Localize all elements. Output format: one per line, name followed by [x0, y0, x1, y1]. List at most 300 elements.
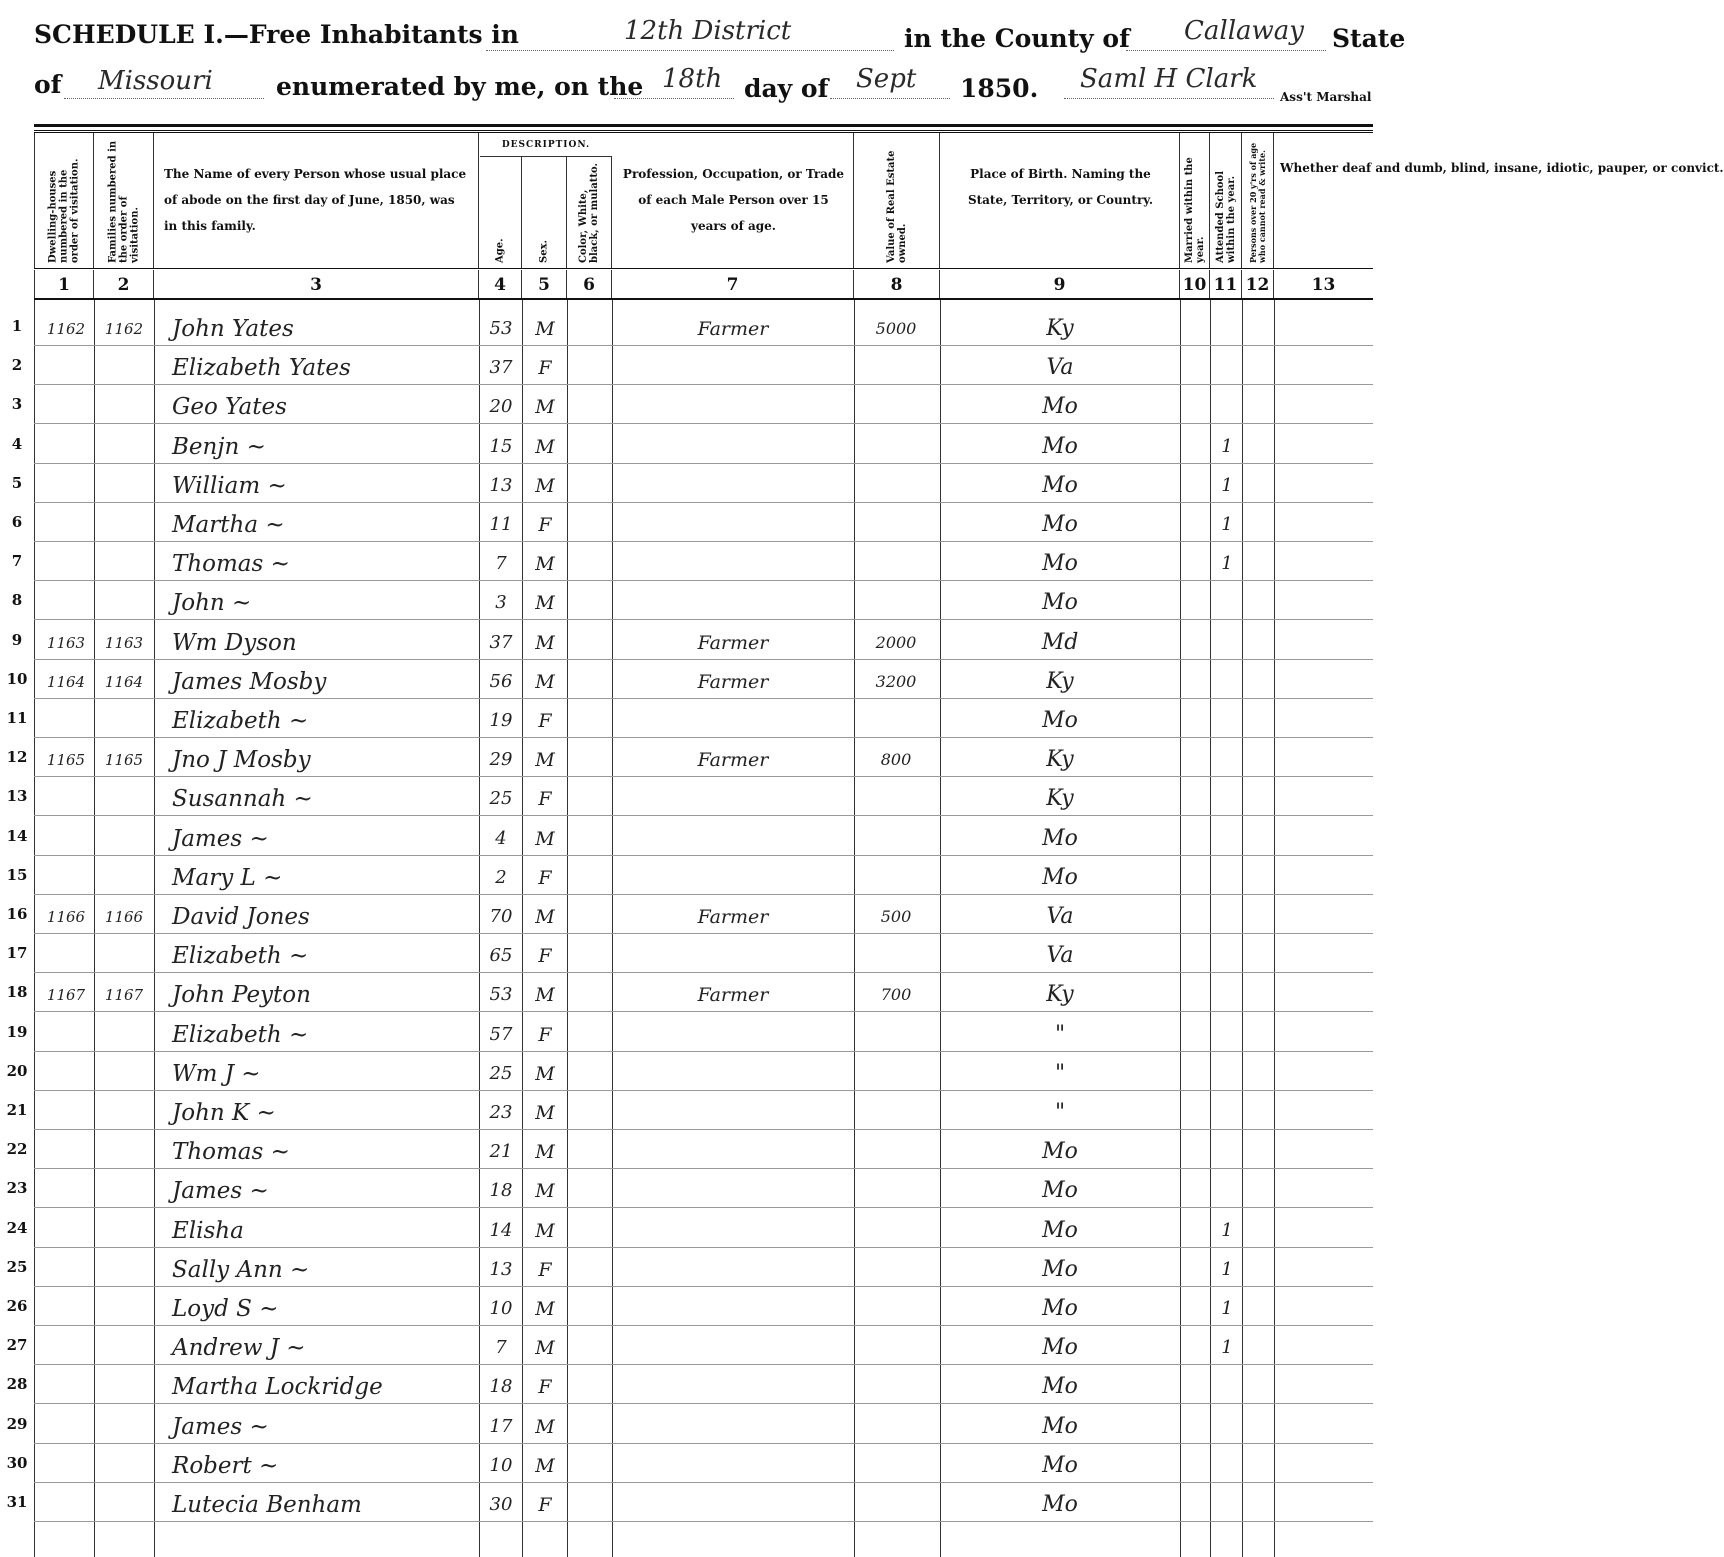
col-head-4 [479, 157, 522, 269]
col-num-6: 6 [567, 270, 612, 300]
table-row [0, 856, 1373, 895]
line-number: 18 [6, 983, 28, 1002]
table-row [0, 1248, 1373, 1287]
occupation-value: Farmer [697, 984, 769, 1007]
sex-value: M [535, 749, 555, 772]
school-mark: 1 [1221, 474, 1233, 496]
age-value: 57 [489, 1023, 513, 1045]
school-mark: 1 [1221, 514, 1233, 535]
col-num-12: 12 [1242, 270, 1274, 300]
sex-value: F [538, 1023, 552, 1046]
birthplace-value: Mo [1042, 472, 1078, 498]
family-number [97, 1211, 151, 1247]
col-num-11: 11 [1210, 270, 1242, 300]
schedule-title: SCHEDULE I.—Free Inhabitants in [34, 20, 519, 49]
person-name: Elizabeth ~ [172, 1021, 309, 1048]
line-number: 25 [6, 1257, 28, 1276]
family-number [97, 701, 151, 737]
table-row [0, 817, 1373, 856]
school-mark [1212, 309, 1242, 345]
numbers-bottom-border [34, 298, 1373, 300]
col-title-4: Age. [494, 238, 506, 263]
school-mark [1212, 1367, 1242, 1403]
dwelling-number: 1166 [46, 908, 86, 926]
table-row [0, 1052, 1373, 1091]
family-number: 1162 [104, 320, 144, 338]
sex-value: M [535, 474, 555, 497]
age-value: 53 [489, 318, 513, 339]
real-estate-value [856, 936, 936, 972]
col-num-3: 3 [154, 270, 479, 300]
col-head-13 [1274, 133, 1724, 269]
age-value: 25 [489, 1062, 513, 1084]
age-value: 23 [489, 1102, 513, 1123]
real-estate-value [856, 505, 936, 541]
birthplace-value: Mo [1042, 1139, 1078, 1165]
line-number: 16 [6, 905, 28, 923]
dwelling-number [40, 1054, 92, 1090]
table-row [0, 385, 1373, 424]
dwelling-number [40, 936, 92, 972]
birthplace-value: " [1054, 1060, 1066, 1086]
family-number [97, 583, 151, 619]
col-title-11: Attended School within the year. [1214, 170, 1237, 263]
occupation-value [614, 1407, 852, 1443]
sex-value: M [535, 984, 555, 1007]
line-number: 29 [6, 1414, 28, 1433]
birthplace-value: Mo [1042, 394, 1078, 420]
person-name: James ~ [172, 825, 269, 852]
family-number [97, 1171, 151, 1207]
table-row [0, 464, 1373, 503]
family-number [97, 936, 151, 972]
school-mark [1212, 701, 1242, 737]
line-number: 15 [6, 865, 28, 884]
col-head-7 [612, 133, 854, 269]
occupation-value [614, 583, 852, 619]
school-mark [1212, 1171, 1242, 1207]
table-row [0, 895, 1373, 934]
age-value: 18 [489, 1376, 513, 1398]
col-title-7: Profession, Occupation, or Trade of each Male Person over 15 years of age. [622, 167, 845, 233]
age-value: 14 [489, 1219, 513, 1241]
school-mark: 1 [1221, 553, 1233, 575]
age-value: 7 [495, 1337, 507, 1359]
school-mark: 1 [1221, 1337, 1233, 1359]
age-value: 2 [495, 866, 507, 888]
table-row [0, 1405, 1373, 1444]
col-num-10: 10 [1180, 270, 1210, 300]
family-number: 1166 [104, 908, 144, 926]
occupation-value: Farmer [697, 318, 769, 340]
occupation-value [614, 1367, 852, 1403]
real-estate-value [856, 1367, 936, 1403]
col-title-8: Value of Real Estate owned. [885, 150, 908, 263]
table-row [0, 1209, 1373, 1248]
family-number [97, 1093, 151, 1129]
birthplace-value: Mo [1042, 1256, 1078, 1282]
birthplace-value: Ky [1046, 982, 1074, 1008]
year-label: 1850. [960, 74, 1039, 103]
school-mark: 1 [1221, 435, 1233, 457]
real-estate-value [856, 858, 936, 894]
person-name: Thomas ~ [172, 551, 290, 578]
sex-value: M [535, 1180, 555, 1203]
line-number: 13 [6, 787, 28, 806]
col-num-8: 8 [854, 270, 940, 300]
family-number [97, 427, 151, 463]
dwelling-number [40, 505, 92, 541]
person-name: Elizabeth ~ [172, 943, 309, 970]
real-estate-value: 5000 [875, 319, 917, 338]
age-value: 25 [489, 788, 513, 810]
family-number [97, 1328, 151, 1364]
line-number: 12 [6, 748, 28, 767]
real-estate-value [856, 779, 936, 815]
dwelling-number [40, 701, 92, 737]
header-rule-top [34, 124, 1373, 127]
family-number: 1163 [104, 633, 144, 652]
line-number: 30 [6, 1453, 28, 1472]
col-num-4: 4 [479, 270, 522, 300]
family-number [97, 1446, 151, 1482]
real-estate-value [856, 819, 936, 855]
person-name: David Jones [172, 904, 310, 930]
dwelling-number [40, 1289, 92, 1325]
age-value: 7 [495, 553, 507, 575]
real-estate-value [856, 1054, 936, 1090]
occupation-value [614, 1211, 852, 1247]
age-value: 18 [489, 1180, 513, 1202]
real-estate-value [856, 1132, 936, 1168]
sex-value: M [535, 396, 555, 419]
real-estate-value [856, 427, 936, 463]
age-value: 11 [489, 514, 513, 535]
occupation-value [614, 1132, 852, 1168]
dwelling-number [40, 544, 92, 580]
age-value: 19 [489, 710, 513, 731]
table-row [0, 1365, 1373, 1404]
school-mark [1212, 583, 1242, 619]
table-row [0, 738, 1373, 777]
sex-value: M [535, 1337, 555, 1360]
header-line-2 [34, 64, 1373, 114]
school-mark [1212, 740, 1242, 776]
col-head-5 [522, 157, 567, 269]
table-row [0, 660, 1373, 699]
col-title-1: Dwelling-houses numbered in the order of visitation. [47, 158, 81, 263]
line-number: 26 [6, 1297, 28, 1315]
birthplace-value: Mo [1042, 1178, 1078, 1204]
age-value: 17 [489, 1415, 513, 1437]
person-name: James Mosby [172, 668, 327, 695]
age-value: 65 [489, 945, 513, 967]
birthplace-value: Ky [1046, 316, 1074, 341]
occupation-value [614, 779, 852, 815]
birthplace-value: Mo [1042, 1296, 1078, 1321]
person-name: Benjn ~ [172, 433, 266, 460]
day-of-label: day of [744, 74, 829, 103]
table-row [0, 777, 1373, 816]
sex-value: F [538, 1258, 552, 1281]
line-number: 22 [6, 1140, 28, 1159]
sex-value: F [538, 1376, 552, 1399]
table-row [0, 503, 1373, 542]
line-number: 20 [6, 1061, 28, 1080]
line-number: 6 [11, 513, 23, 531]
state-value: Missouri [98, 66, 213, 96]
age-value: 37 [489, 357, 513, 379]
person-name: Thomas ~ [172, 1139, 290, 1166]
line-number: 7 [11, 552, 23, 571]
person-name: Susannah ~ [172, 786, 313, 813]
col-head-10 [1180, 133, 1210, 269]
table-row [0, 1013, 1373, 1052]
occupation-value [614, 1485, 852, 1521]
age-value: 13 [489, 1258, 513, 1280]
line-number: 19 [6, 1022, 28, 1041]
dwelling-number [40, 1015, 92, 1051]
line-number: 27 [6, 1336, 28, 1355]
dwelling-number: 1165 [46, 751, 86, 770]
school-mark [1212, 348, 1242, 384]
person-name: William ~ [172, 472, 287, 499]
real-estate-value [856, 1328, 936, 1364]
table-row [0, 1444, 1373, 1483]
table-row [0, 1091, 1373, 1130]
dwelling-number [40, 1446, 92, 1482]
state-label: State [1332, 24, 1406, 53]
col-head-6 [567, 157, 612, 269]
col-title-6: Color, White, black, or mulatto. [578, 162, 600, 263]
line-number: 31 [6, 1493, 28, 1511]
real-estate-value: 700 [880, 985, 912, 1005]
col-title-5: Sex. [538, 239, 550, 263]
col-head-2 [94, 133, 154, 269]
real-estate-value [856, 1446, 936, 1482]
occupation-value: Farmer [697, 670, 769, 693]
real-estate-value [856, 544, 936, 580]
table-row [0, 621, 1373, 660]
person-name: Geo Yates [172, 394, 287, 421]
age-value: 20 [489, 396, 513, 418]
sex-value: M [535, 435, 555, 458]
dwelling-number [40, 1211, 92, 1247]
col-head-8 [854, 133, 940, 269]
age-value: 70 [489, 906, 513, 927]
sex-value: M [535, 592, 555, 615]
person-name: Mary L ~ [172, 864, 283, 891]
person-name: James ~ [172, 1178, 269, 1205]
age-value: 56 [489, 670, 513, 692]
table-row [0, 425, 1373, 464]
dwelling-number: 1162 [46, 320, 86, 338]
person-name: Elisha [172, 1217, 244, 1244]
family-number [97, 1015, 151, 1051]
occupation-value: Farmer [697, 749, 769, 772]
birthplace-value: Va [1046, 904, 1074, 929]
birthplace-value: Va [1046, 943, 1074, 969]
age-value: 10 [489, 1298, 513, 1319]
person-name: Robert ~ [172, 1452, 279, 1479]
age-value: 4 [495, 827, 507, 849]
birthplace-value: Mo [1042, 1374, 1078, 1400]
sex-value: M [535, 553, 555, 576]
real-estate-value [856, 1015, 936, 1051]
school-mark [1212, 1132, 1242, 1168]
sex-value: M [535, 670, 555, 693]
school-mark: 1 [1221, 1219, 1233, 1241]
line-number: 17 [6, 944, 28, 963]
school-mark [1212, 779, 1242, 815]
dwelling-number [40, 387, 92, 423]
family-number [97, 819, 151, 855]
marshal-signature: Saml H Clark [1080, 64, 1258, 94]
sex-value: F [538, 710, 552, 732]
person-name: Elizabeth ~ [172, 708, 309, 734]
birthplace-value: Ky [1046, 786, 1074, 812]
dwelling-number [40, 1328, 92, 1364]
sex-value: M [535, 631, 555, 654]
sex-value: M [535, 1141, 555, 1164]
school-mark [1212, 662, 1242, 698]
age-value: 21 [489, 1141, 513, 1163]
dwelling-number [40, 1485, 92, 1521]
sex-value: F [538, 1494, 552, 1516]
family-number: 1165 [104, 751, 144, 770]
marshal-label: Ass't Marshal [1280, 90, 1372, 104]
family-number: 1167 [104, 986, 144, 1005]
dwelling-number [40, 348, 92, 384]
age-value: 53 [489, 984, 513, 1006]
real-estate-value [856, 1289, 936, 1325]
real-estate-value: 800 [880, 750, 912, 770]
occupation-value: Farmer [697, 906, 769, 928]
birthplace-value: Mo [1042, 1335, 1078, 1361]
line-number: 24 [6, 1218, 28, 1237]
line-number: 23 [6, 1179, 28, 1198]
dwelling-number: 1163 [46, 633, 86, 652]
real-estate-value: 500 [880, 907, 912, 926]
school-mark [1212, 623, 1242, 659]
age-value: 15 [489, 435, 513, 457]
occupation-value [614, 1250, 852, 1286]
occupation-value [614, 427, 852, 463]
col-num-2: 2 [94, 270, 154, 300]
age-value: 30 [489, 1494, 513, 1515]
col-head-12 [1242, 133, 1274, 269]
real-estate-value [856, 348, 936, 384]
school-mark [1212, 1407, 1242, 1443]
birthplace-value: Ky [1046, 747, 1074, 773]
line-number: 10 [6, 669, 28, 688]
person-name: Loyd S ~ [172, 1296, 279, 1322]
line-number: 21 [6, 1101, 28, 1119]
col-num-1: 1 [34, 270, 94, 300]
month-value: Sept [856, 64, 917, 94]
occupation-value [614, 701, 852, 737]
col-title-13: Whether deaf and dumb, blind, insane, idiotic, pauper, or convict. [1280, 161, 1724, 175]
person-name: Wm Dyson [172, 629, 297, 656]
real-estate-value [856, 1485, 936, 1521]
birthplace-value: Mo [1042, 864, 1078, 890]
family-number [97, 1289, 151, 1325]
dwelling-number [40, 1407, 92, 1443]
sex-value: M [535, 827, 555, 850]
sex-value: F [538, 866, 552, 889]
school-mark [1212, 1093, 1242, 1129]
sex-value: M [535, 1415, 555, 1438]
line-number: 4 [11, 434, 23, 453]
family-number [97, 387, 151, 423]
family-number [97, 1054, 151, 1090]
of-label: of [34, 70, 62, 99]
table-row [0, 1169, 1373, 1208]
header-rule-thin [34, 130, 1373, 131]
birthplace-value: Mo [1042, 1492, 1078, 1517]
col-num-9: 9 [940, 270, 1180, 300]
dwelling-number [40, 819, 92, 855]
birthplace-value: " [1054, 1100, 1066, 1125]
birthplace-value: Mo [1042, 708, 1078, 733]
real-estate-value [856, 1407, 936, 1443]
sex-value: M [535, 1062, 555, 1085]
birthplace-value: Mo [1042, 1413, 1078, 1439]
family-number [97, 1132, 151, 1168]
occupation-value [614, 387, 852, 423]
person-name: Andrew J ~ [172, 1335, 306, 1362]
person-name: Martha ~ [172, 512, 285, 538]
school-mark: 1 [1221, 1258, 1233, 1280]
school-mark [1212, 1485, 1242, 1521]
age-value: 3 [495, 592, 507, 614]
real-estate-value: 3200 [875, 671, 917, 691]
table-row [0, 934, 1373, 973]
person-name: John Yates [172, 316, 294, 342]
birthplace-value: Mo [1042, 512, 1078, 537]
line-number: 1 [11, 317, 23, 335]
table-row [0, 1287, 1373, 1326]
col-head-11 [1210, 133, 1242, 269]
real-estate-value [856, 466, 936, 502]
birthplace-value: Md [1041, 629, 1079, 655]
header-line-1 [34, 14, 1406, 64]
table-row [0, 581, 1373, 620]
dwelling-number [40, 1132, 92, 1168]
county-value: Callaway [1184, 16, 1304, 46]
family-number [97, 348, 151, 384]
line-number: 8 [11, 591, 23, 610]
person-name: Martha Lockridge [172, 1374, 383, 1401]
sex-value: F [538, 945, 552, 968]
occupation-value [614, 1015, 852, 1051]
col-title-10: Married within the year. [1183, 157, 1206, 263]
occupation-value [614, 1171, 852, 1207]
real-estate-value [856, 387, 936, 423]
real-estate-value [856, 1211, 936, 1247]
table-row [0, 1130, 1373, 1169]
table-row [0, 973, 1373, 1012]
family-number [97, 779, 151, 815]
family-number [97, 1367, 151, 1403]
person-name: Elizabeth Yates [172, 355, 351, 382]
school-mark [1212, 897, 1242, 933]
occupation-value [614, 348, 852, 384]
occupation-value [614, 1328, 852, 1364]
sex-value: M [535, 1454, 555, 1477]
school-mark [1212, 1054, 1242, 1090]
dwelling-number [40, 1171, 92, 1207]
